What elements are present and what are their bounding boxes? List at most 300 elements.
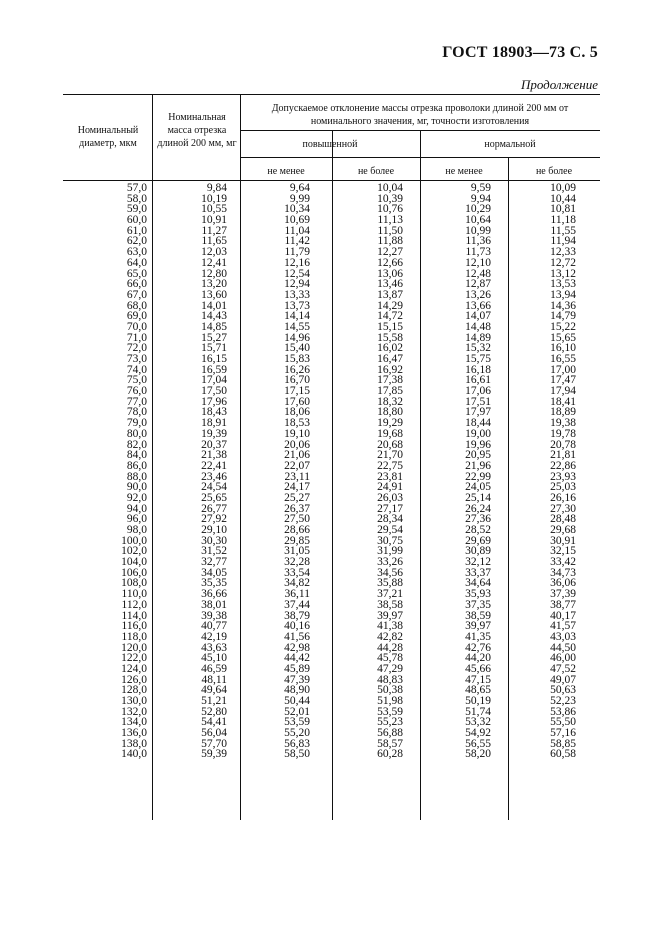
diameter-cell: 65,0: [126, 267, 147, 280]
normal-max-cell: 19,38: [550, 417, 576, 430]
normal-max-cell: 15,65: [550, 331, 576, 344]
normal-min-cell: 27,36: [465, 513, 491, 526]
normal-min-cell: 42,76: [465, 641, 491, 654]
high-min-cell: 11,04: [284, 224, 310, 237]
header-high-max: не более: [357, 166, 395, 177]
nominal-mass-cell: 39,38: [201, 609, 227, 622]
normal-max-cell: 55,50: [550, 716, 576, 729]
high-min-cell: 41,56: [284, 630, 310, 643]
diameter-cell: 118,0: [121, 630, 147, 643]
high-max-cell: 12,27: [377, 246, 403, 259]
high-min-cell: 27,50: [284, 513, 310, 526]
high-max-cell: 10,04: [377, 182, 403, 194]
nominal-mass-cell: 24,54: [201, 481, 227, 494]
nominal-mass-cell: 16,59: [201, 363, 227, 376]
normal-max-cell: 17,47: [550, 374, 576, 387]
high-max-cell: 15,58: [377, 331, 403, 344]
high-min-cell: 56,83: [284, 737, 310, 750]
high-max-cell: 19,68: [377, 427, 403, 440]
high-max-cell: 50,38: [377, 684, 403, 697]
high-min-cell: 9,99: [289, 192, 310, 205]
normal-max-cell: 23,93: [550, 470, 576, 483]
nominal-mass-cell: 17,96: [201, 395, 227, 408]
table-row: [63, 749, 600, 760]
high-min-cell: 24,17: [284, 481, 310, 494]
normal-max-cell: 12,33: [550, 246, 576, 259]
high-max-cell: 56,88: [377, 727, 403, 740]
nominal-mass-cell: 35,35: [201, 577, 227, 590]
header-deviation: Допускаемое отклонение массы отрезка проволоки длиной 200 мм от номинального значения, мг, точности изготовления: [271, 103, 569, 127]
diameter-cell: 77,0: [126, 395, 147, 408]
high-max-cell: 17,38: [377, 374, 403, 387]
normal-max-cell: 58,85: [550, 737, 576, 750]
high-min-cell: 16,26: [284, 363, 310, 376]
normal-min-cell: 14,07: [465, 310, 491, 323]
normal-min-cell: 53,32: [465, 716, 491, 729]
normal-max-cell: 11,94: [550, 235, 576, 248]
high-min-cell: 28,66: [284, 524, 310, 536]
high-min-cell: 26,37: [284, 502, 310, 515]
diameter-cell: 78,0: [126, 406, 147, 419]
high-min-cell: 42,98: [284, 641, 310, 654]
normal-max-cell: 15,22: [550, 320, 576, 333]
header-group-normal: нормальной: [484, 139, 536, 150]
nominal-mass-cell: 14,01: [201, 299, 227, 312]
high-max-cell: 22,75: [377, 459, 403, 472]
normal-max-cell: 43,03: [550, 630, 576, 643]
normal-max-cell: 40,17: [550, 609, 576, 622]
diameter-cell: 114,0: [121, 609, 147, 622]
nominal-mass-cell: 19,39: [201, 427, 227, 440]
high-min-cell: 11,79: [284, 246, 310, 259]
table-row: [63, 632, 600, 643]
normal-min-cell: 24,05: [465, 481, 491, 494]
normal-max-cell: 50,63: [550, 684, 576, 697]
normal-min-cell: 14,48: [465, 320, 491, 333]
nominal-mass-cell: 25,65: [201, 491, 227, 504]
nominal-mass-cell: 15,27: [201, 331, 227, 344]
normal-min-cell: 12,87: [465, 278, 491, 291]
high-max-cell: 15,15: [377, 320, 403, 333]
nominal-mass-cell: 49,64: [201, 684, 227, 697]
high-min-cell: 15,83: [284, 353, 310, 365]
nominal-mass-cell: 40,77: [201, 620, 227, 633]
high-max-cell: 21,70: [377, 449, 403, 462]
high-min-cell: 22,07: [284, 459, 310, 472]
normal-min-cell: 45,66: [465, 662, 491, 675]
normal-min-cell: 48,65: [465, 684, 491, 697]
normal-min-cell: 17,97: [465, 406, 491, 419]
nominal-mass-cell: 42,19: [201, 630, 227, 643]
high-min-cell: 36,11: [284, 588, 310, 601]
table-row: [63, 429, 600, 440]
normal-max-cell: 49,07: [550, 673, 576, 686]
high-min-cell: 10,34: [284, 203, 310, 216]
high-max-cell: 33,26: [377, 556, 403, 569]
normal-max-cell: 38,77: [550, 598, 576, 611]
high-max-cell: 31,99: [377, 545, 403, 558]
diameter-cell: 70,0: [126, 320, 147, 333]
diameter-cell: 80,0: [126, 427, 147, 440]
normal-min-cell: 11,73: [465, 246, 491, 259]
normal-max-cell: 21,81: [550, 449, 576, 462]
normal-max-cell: 60,58: [550, 748, 576, 761]
high-max-cell: 11,13: [377, 214, 403, 227]
nominal-mass-cell: 20,37: [201, 438, 227, 451]
normal-max-cell: 14,79: [550, 310, 576, 323]
normal-max-cell: 11,55: [550, 224, 576, 237]
diameter-cell: 130,0: [121, 695, 147, 707]
header-group-high: повышенной: [302, 139, 358, 150]
normal-min-cell: 28,52: [465, 524, 491, 536]
diameter-cell: 108,0: [121, 577, 147, 590]
nominal-mass-cell: 11,27: [201, 224, 227, 237]
normal-min-cell: 44,20: [465, 652, 491, 665]
normal-min-cell: 20,95: [465, 449, 491, 462]
high-max-cell: 10,76: [377, 203, 403, 216]
header-normal-min: не менее: [445, 166, 483, 177]
diameter-cell: 116,0: [121, 620, 147, 633]
normal-min-cell: 17,51: [465, 395, 491, 408]
nominal-mass-cell: 11,65: [201, 235, 227, 248]
diameter-cell: 132,0: [121, 705, 147, 718]
normal-max-cell: 16,55: [550, 353, 576, 365]
normal-min-cell: 30,89: [465, 545, 491, 558]
diameter-cell: 64,0: [126, 256, 147, 269]
normal-min-cell: 32,12: [465, 556, 491, 569]
normal-min-cell: 15,75: [465, 353, 491, 365]
high-max-cell: 19,29: [377, 417, 403, 430]
normal-max-cell: 41,57: [550, 620, 576, 633]
diameter-cell: 88,0: [126, 470, 147, 483]
high-min-cell: 50,44: [284, 695, 310, 707]
nominal-mass-cell: 17,50: [201, 385, 227, 398]
high-max-cell: 28,34: [377, 513, 403, 526]
diameter-cell: 122,0: [121, 652, 147, 665]
nominal-mass-cell: 10,55: [201, 203, 227, 216]
high-min-cell: 52,01: [284, 705, 310, 718]
high-min-cell: 14,14: [284, 310, 310, 323]
normal-max-cell: 53,86: [550, 705, 576, 718]
normal-max-cell: 13,12: [550, 267, 576, 280]
high-max-cell: 13,06: [377, 267, 403, 280]
nominal-mass-cell: 21,38: [201, 449, 227, 462]
normal-max-cell: 13,53: [550, 278, 576, 291]
high-min-cell: 34,82: [284, 577, 310, 590]
high-max-cell: 16,47: [377, 353, 403, 365]
normal-min-cell: 15,32: [465, 342, 491, 355]
diameter-cell: 75,0: [126, 374, 147, 387]
high-max-cell: 13,46: [377, 278, 403, 291]
diameter-cell: 96,0: [126, 513, 147, 526]
nominal-mass-cell: 26,77: [201, 502, 227, 515]
high-max-cell: 60,28: [377, 748, 403, 761]
header-normal-max: не более: [535, 166, 573, 177]
table-body: [63, 183, 600, 760]
nominal-mass-cell: 32,77: [201, 556, 227, 569]
high-min-cell: 58,50: [284, 748, 310, 761]
normal-max-cell: 27,30: [550, 502, 576, 515]
normal-max-cell: 52,23: [550, 695, 576, 707]
normal-max-cell: 36,06: [550, 577, 576, 590]
normal-min-cell: 34,64: [465, 577, 491, 590]
high-max-cell: 30,75: [377, 534, 403, 547]
high-min-cell: 47,39: [284, 673, 310, 686]
high-min-cell: 18,53: [284, 417, 310, 430]
high-min-cell: 37,44: [284, 598, 310, 611]
diameter-cell: 94,0: [126, 502, 147, 515]
high-max-cell: 10,39: [377, 192, 403, 205]
high-max-cell: 17,85: [377, 385, 403, 398]
page-header-title: ГОСТ 18903—73 С. 5: [442, 44, 598, 61]
nominal-mass-cell: 48,11: [201, 673, 227, 686]
normal-min-cell: 26,24: [465, 502, 491, 515]
normal-min-cell: 18,44: [465, 417, 491, 430]
diameter-cell: 66,0: [126, 278, 147, 291]
nominal-mass-cell: 46,59: [201, 662, 227, 675]
nominal-mass-cell: 15,71: [201, 342, 227, 355]
high-max-cell: 41,38: [377, 620, 403, 633]
nominal-mass-cell: 16,15: [201, 353, 227, 365]
normal-max-cell: 30,91: [550, 534, 576, 547]
normal-max-cell: 18,89: [550, 406, 576, 419]
high-max-cell: 16,92: [377, 363, 403, 376]
normal-max-cell: 10,81: [550, 203, 576, 216]
high-max-cell: 18,32: [377, 395, 403, 408]
diameter-cell: 86,0: [126, 459, 147, 472]
diameter-cell: 71,0: [126, 331, 147, 344]
diameter-cell: 76,0: [126, 385, 147, 398]
high-min-cell: 55,20: [284, 727, 310, 740]
nominal-mass-cell: 18,43: [201, 406, 227, 419]
normal-max-cell: 25,03: [550, 481, 576, 494]
table-row: [63, 258, 600, 269]
diameter-cell: 126,0: [121, 673, 147, 686]
normal-max-cell: 33,42: [550, 556, 576, 569]
nominal-mass-cell: 9,84: [206, 182, 227, 194]
high-max-cell: 14,29: [377, 299, 403, 312]
nominal-mass-cell: 23,46: [201, 470, 227, 483]
high-max-cell: 51,98: [377, 695, 403, 707]
diameter-cell: 63,0: [126, 246, 147, 259]
high-max-cell: 14,72: [377, 310, 403, 323]
high-min-cell: 25,27: [284, 491, 310, 504]
diameter-cell: 136,0: [121, 727, 147, 740]
normal-min-cell: 38,59: [465, 609, 491, 622]
diameter-cell: 106,0: [121, 566, 147, 579]
high-max-cell: 34,56: [377, 566, 403, 579]
nominal-mass-cell: 13,20: [201, 278, 227, 291]
normal-min-cell: 12,48: [465, 267, 491, 280]
normal-min-cell: 10,99: [465, 224, 491, 237]
normal-min-cell: 19,00: [465, 427, 491, 440]
normal-max-cell: 17,00: [550, 363, 576, 376]
table-row: [63, 600, 600, 611]
normal-min-cell: 39,97: [465, 620, 491, 633]
nominal-mass-cell: 59,39: [201, 748, 227, 761]
high-min-cell: 11,42: [284, 235, 310, 248]
diameter-cell: 59,0: [126, 203, 147, 216]
normal-min-cell: 47,15: [465, 673, 491, 686]
diameter-cell: 72,0: [126, 342, 147, 355]
normal-min-cell: 16,18: [465, 363, 491, 376]
diameter-cell: 73,0: [126, 353, 147, 365]
nominal-mass-cell: 13,60: [201, 288, 227, 301]
nominal-mass-cell: 56,04: [201, 727, 227, 740]
table-top-rule: [63, 94, 600, 95]
nominal-mass-cell: 52,80: [201, 705, 227, 718]
header-nominal-mass: Номинальная масса отрезка длиной 200 мм, мг: [157, 112, 237, 149]
high-min-cell: 23,11: [284, 470, 310, 483]
high-min-cell: 33,54: [284, 566, 310, 579]
high-min-cell: 31,05: [284, 545, 310, 558]
normal-max-cell: 47,52: [550, 662, 576, 675]
normal-min-cell: 12,10: [465, 256, 491, 269]
normal-min-cell: 35,93: [465, 588, 491, 601]
normal-min-cell: 29,69: [465, 534, 491, 547]
high-min-cell: 14,96: [284, 331, 310, 344]
normal-min-cell: 9,59: [470, 182, 491, 194]
diameter-cell: 98,0: [126, 524, 147, 536]
normal-max-cell: 26,16: [550, 491, 576, 504]
high-max-cell: 23,81: [377, 470, 403, 483]
high-max-cell: 20,68: [377, 438, 403, 451]
nominal-mass-cell: 43,63: [201, 641, 227, 654]
high-max-cell: 39,97: [377, 609, 403, 622]
diameter-cell: 62,0: [126, 235, 147, 248]
high-min-cell: 17,60: [284, 395, 310, 408]
normal-min-cell: 11,36: [465, 235, 491, 248]
diameter-cell: 69,0: [126, 310, 147, 323]
high-min-cell: 53,59: [284, 716, 310, 729]
high-max-cell: 26,03: [377, 491, 403, 504]
high-min-cell: 40,16: [284, 620, 310, 633]
normal-max-cell: 18,41: [550, 395, 576, 408]
nominal-mass-cell: 29,10: [201, 524, 227, 536]
diameter-cell: 57,0: [126, 182, 147, 194]
high-min-cell: 38,79: [284, 609, 310, 622]
diameter-cell: 68,0: [126, 299, 147, 312]
normal-min-cell: 25,14: [465, 491, 491, 504]
diameter-cell: 67,0: [126, 288, 147, 301]
normal-min-cell: 51,74: [465, 705, 491, 718]
diameter-cell: 79,0: [126, 417, 147, 430]
normal-max-cell: 12,72: [550, 256, 576, 269]
high-max-cell: 44,28: [377, 641, 403, 654]
nominal-mass-cell: 22,41: [201, 459, 227, 472]
high-min-cell: 20,06: [284, 438, 310, 451]
normal-min-cell: 16,61: [465, 374, 491, 387]
high-max-cell: 16,02: [377, 342, 403, 355]
high-max-cell: 38,58: [377, 598, 403, 611]
high-min-cell: 14,55: [284, 320, 310, 333]
normal-min-cell: 37,35: [465, 598, 491, 611]
high-max-cell: 18,80: [377, 406, 403, 419]
normal-max-cell: 16,10: [550, 342, 576, 355]
high-min-cell: 21,06: [284, 449, 310, 462]
normal-min-cell: 22,99: [465, 470, 491, 483]
nominal-mass-cell: 34,05: [201, 566, 227, 579]
high-min-cell: 32,28: [284, 556, 310, 569]
normal-min-cell: 14,89: [465, 331, 491, 344]
normal-max-cell: 20,78: [550, 438, 576, 451]
diameter-cell: 124,0: [121, 662, 147, 675]
high-min-cell: 17,15: [284, 385, 310, 398]
high-max-cell: 42,82: [377, 630, 403, 643]
diameter-cell: 104,0: [121, 556, 147, 569]
high-max-cell: 12,66: [377, 256, 403, 269]
diameter-cell: 134,0: [121, 716, 147, 729]
diameter-cell: 110,0: [121, 588, 147, 601]
nominal-mass-cell: 12,80: [201, 267, 227, 280]
high-max-cell: 11,88: [377, 235, 403, 248]
high-min-cell: 19,10: [284, 427, 310, 440]
normal-max-cell: 34,73: [550, 566, 576, 579]
normal-max-cell: 46,00: [550, 652, 576, 665]
high-min-cell: 18,06: [284, 406, 310, 419]
high-max-cell: 27,17: [377, 502, 403, 515]
header-diameter: Номинальный диаметр, мкм: [77, 125, 139, 149]
diameter-cell: 82,0: [126, 438, 147, 451]
nominal-mass-cell: 57,70: [201, 737, 227, 750]
nominal-mass-cell: 45,10: [201, 652, 227, 665]
diameter-cell: 100,0: [121, 534, 147, 547]
header-high-min: не менее: [267, 166, 305, 177]
high-max-cell: 48,83: [377, 673, 403, 686]
normal-max-cell: 14,36: [550, 299, 576, 312]
nominal-mass-cell: 10,19: [201, 192, 227, 205]
high-max-cell: 13,87: [377, 288, 403, 301]
normal-min-cell: 21,96: [465, 459, 491, 472]
high-max-cell: 58,57: [377, 737, 403, 750]
normal-min-cell: 19,96: [465, 438, 491, 451]
normal-max-cell: 29,68: [550, 524, 576, 536]
nominal-mass-cell: 27,92: [201, 513, 227, 526]
normal-min-cell: 56,55: [465, 737, 491, 750]
normal-max-cell: 22,86: [550, 459, 576, 472]
nominal-mass-cell: 31,52: [201, 545, 227, 558]
nominal-mass-cell: 14,85: [201, 320, 227, 333]
diameter-cell: 138,0: [121, 737, 147, 750]
nominal-mass-cell: 30,30: [201, 534, 227, 547]
diameter-cell: 112,0: [121, 598, 147, 611]
normal-min-cell: 10,29: [465, 203, 491, 216]
diameter-cell: 120,0: [121, 641, 147, 654]
table-row: [63, 461, 600, 472]
high-max-cell: 11,50: [377, 224, 403, 237]
normal-min-cell: 9,94: [470, 192, 491, 205]
continuation-label: Продолжение: [520, 77, 598, 92]
high-max-cell: 29,54: [377, 524, 403, 536]
high-min-cell: 12,16: [284, 256, 310, 269]
table-row: [63, 290, 600, 301]
normal-min-cell: 17,06: [465, 385, 491, 398]
diameter-cell: 102,0: [121, 545, 147, 558]
nominal-mass-cell: 38,01: [201, 598, 227, 611]
normal-min-cell: 50,19: [465, 695, 491, 707]
high-min-cell: 44,42: [284, 652, 310, 665]
normal-min-cell: 33,37: [465, 566, 491, 579]
high-min-cell: 45,89: [284, 662, 310, 675]
diameter-cell: 140,0: [121, 748, 147, 761]
high-min-cell: 12,94: [284, 278, 310, 291]
nominal-mass-cell: 12,03: [201, 246, 227, 259]
normal-max-cell: 10,09: [550, 182, 576, 194]
normal-max-cell: 44,50: [550, 641, 576, 654]
high-min-cell: 13,33: [284, 288, 310, 301]
normal-max-cell: 13,94: [550, 288, 576, 301]
diameter-cell: 58,0: [126, 192, 147, 205]
